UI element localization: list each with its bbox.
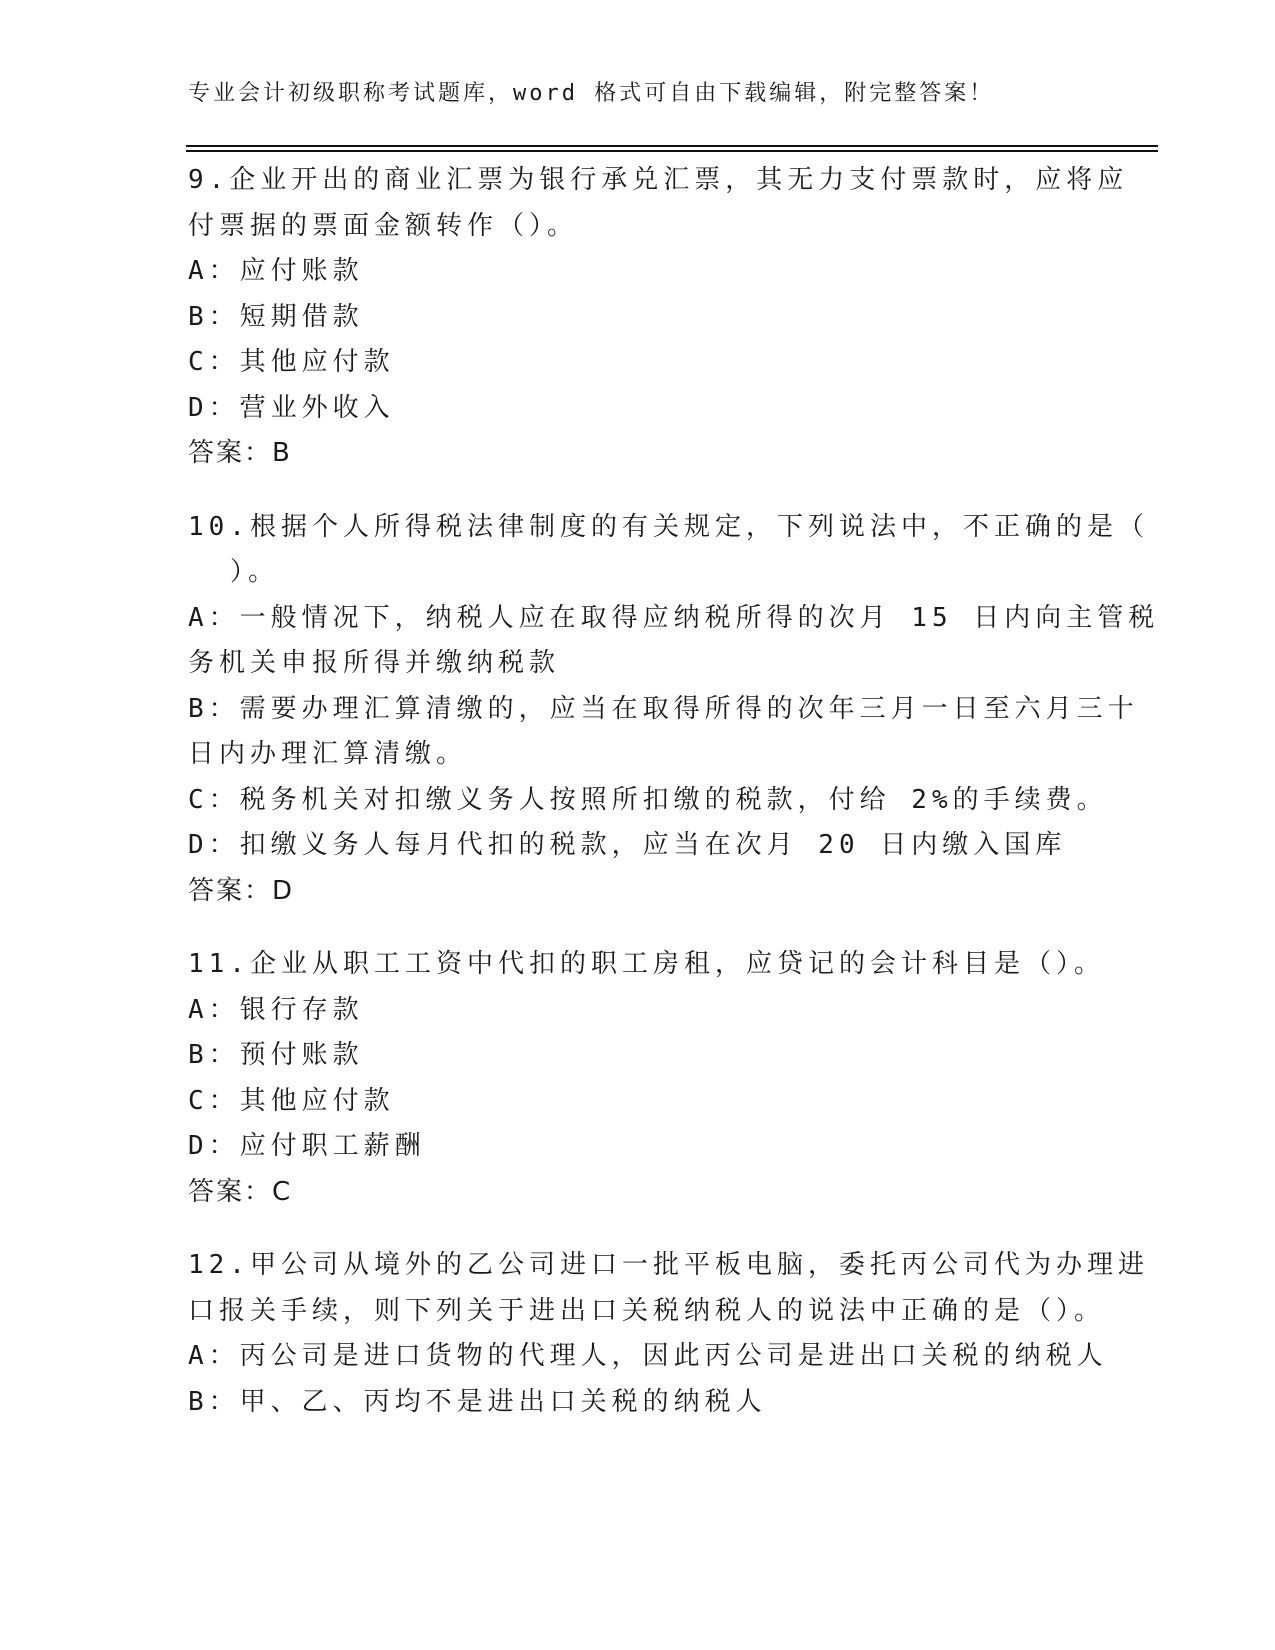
- question-12: [188, 1243, 1149, 1425]
- option-b: B：预付账款: [188, 1040, 364, 1070]
- option-b: B：甲、乙、丙均不是进出口关税的纳税人: [188, 1386, 767, 1417]
- option-a: A：银行存款: [188, 994, 364, 1025]
- option-a: 务机关申报所得并缴纳税款: [188, 648, 561, 678]
- question-stem: 12.甲公司从境外的乙公司进口一批平板电脑，委托丙公司代为办理进: [188, 1250, 1149, 1280]
- question-10: [188, 505, 1160, 915]
- option-a: A：丙公司是进口货物的代理人，因此丙公司是进出口关税的纳税人: [188, 1341, 1108, 1371]
- question-stem: 口报关手续，则下列关于进出口关税纳税人的说法中正确的是（）。: [188, 1295, 1106, 1326]
- question-9: [188, 158, 1129, 477]
- option-a: A：一般情况下，纳税人应在取得应纳税所得的次月 15 日内向主管税: [188, 602, 1160, 633]
- option-b: B：需要办理汇算清缴的，应当在取得所得的次年三月一日至六月三十: [188, 693, 1139, 724]
- question-stem: 11.企业从职工工资中代扣的职工房租，应贷记的会计科目是（）。: [188, 949, 1105, 979]
- page-header: 专业会计初级职称考试题库，word 格式可自由下载编辑，附完整答案！: [188, 81, 995, 106]
- header-rule: [186, 150, 1158, 152]
- question-stem: 10.根据个人所得税法律制度的有关规定，下列说法中，不正确的是（: [188, 511, 1149, 542]
- option-c: C：其他应付款: [188, 347, 395, 377]
- header-rule: [186, 145, 1158, 147]
- question-stem: 付票据的票面金额转作（）。: [188, 210, 579, 241]
- option-d: D：营业外收入: [188, 392, 395, 423]
- answer: 答案：D: [188, 875, 295, 906]
- question-11: [188, 942, 1105, 1215]
- option-b: B：短期借款: [188, 301, 364, 332]
- answer: 答案：C: [188, 1176, 293, 1207]
- option-c: C：其他应付款: [188, 1085, 395, 1116]
- option-d: D：扣缴义务人每月代扣的税款，应当在次月 20 日内缴入国库: [188, 830, 1067, 860]
- question-list: [188, 158, 1160, 1453]
- option-a: A：应付账款: [188, 256, 364, 286]
- option-d: D：应付职工薪酬: [188, 1131, 426, 1161]
- question-stem: 9.企业开出的商业汇票为银行承兑汇票，其无力支付票款时，应将应: [188, 165, 1129, 195]
- option-b: 日内办理汇算清缴。: [188, 739, 468, 769]
- answer: 答案：B: [188, 438, 292, 468]
- option-c: C：税务机关对扣缴义务人按照所扣缴的税款，付给 2%的手续费。: [188, 784, 1108, 815]
- question-stem: ）。: [230, 557, 280, 587]
